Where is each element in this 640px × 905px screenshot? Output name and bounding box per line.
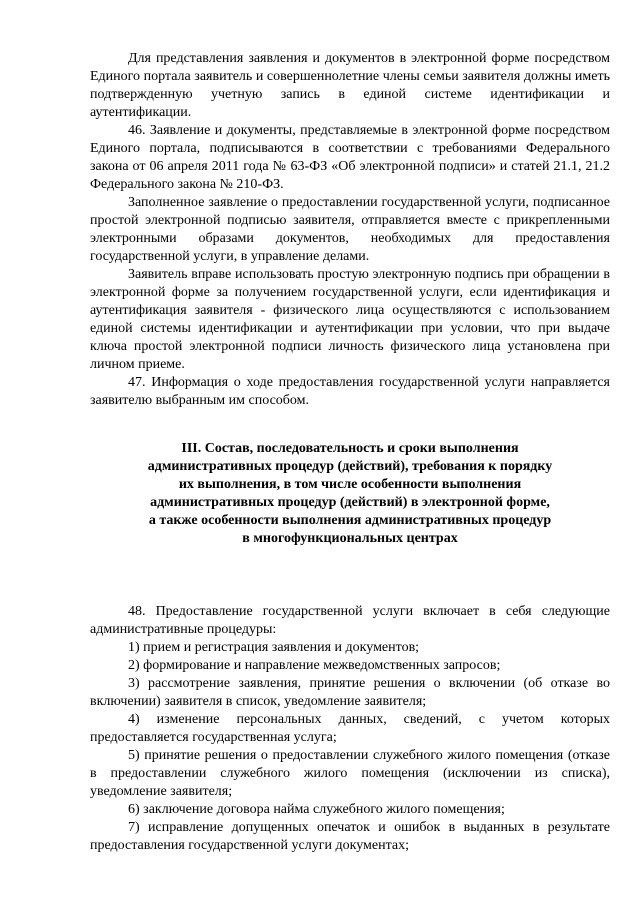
heading-line: а также особенности выполнения административных процедур (148, 513, 552, 528)
heading-line: административных процедур (действий) в электронной форме, (150, 495, 550, 510)
heading-line: в многофункциональных центрах (242, 531, 458, 546)
list-item: 5) принятие решения о предоставлении служебного жилого помещения (отказе в предоставлении служебного жилого помещения (исключении из списка), уведомление заявителя; (90, 748, 610, 799)
spacer (90, 548, 610, 603)
heading-line: их выполнения, в том числе особенности выполнения (178, 477, 522, 492)
list-item: 7) исправление допущенных опечаток и ошибок в выданных в результате предоставления государственной услуги документах; (90, 820, 610, 853)
list-item: 3) рассмотрение заявления, принятие решения о включении (об отказе во включении) заявителя в список, уведомление заявителя; (90, 676, 610, 709)
heading-line: административных процедур (действий), требования к порядку (147, 459, 553, 474)
paragraph-filled-application: Заполненное заявление о предоставлении государственной услуги, подписанное простой электронной подписью заявителя, отправляется вместе с прикрепленными электронными образами документов, необходимых для предоставления государственной услуги, в управление делами. (90, 195, 610, 264)
list-item: 4) изменение персональных данных, сведений, с учетом которых предоставляется государственная услуга; (90, 712, 610, 745)
paragraph-simple-signature: Заявитель вправе использовать простую электронную подпись при обращении в электронной форме за получением государственной услуги, если идентификация и аутентификация заявителя - физического лица осуществляются с использованием единой системы идентификации и аутентификации при условии, что при выдаче ключа простой электронной подписи личность физического лица установлена при личном приеме. (90, 267, 610, 372)
list-item: 1) прием и регистрация заявления и документов; (128, 640, 420, 655)
section-heading (90, 440, 610, 548)
document-page (90, 50, 610, 855)
paragraph-48: 48. Предоставление государственной услуги включает в себя следующие административные процедуры: (90, 604, 610, 637)
paragraph-47: 47. Информация о ходе предоставления государственной услуги направляется заявителю выбранным им способом. (90, 375, 610, 408)
heading-line: III. Состав, последовательность и сроки выполнения (181, 441, 519, 456)
paragraph-46: 46. Заявление и документы, представляемые в электронной форме посредством Единого портала, подписываются в соответствии с требованиями Федерального закона от 06 апреля 2011 года № 63-ФЗ «Об электронной подписи» и статей 21.1, 21.2 Федерального закона № 210-ФЗ. (90, 123, 610, 192)
paragraph-esia: Для представления заявления и документов в электронной форме посредством Единого портала заявитель и совершеннолетние члены семьи заявителя должны иметь подтвержденную учетную запись в единой системе идентификации и аутентификации. (90, 51, 610, 120)
list-item: 2) формирование и направление межведомственных запросов; (128, 658, 501, 673)
list-item: 6) заключение договора найма служебного жилого помещения; (128, 802, 505, 817)
